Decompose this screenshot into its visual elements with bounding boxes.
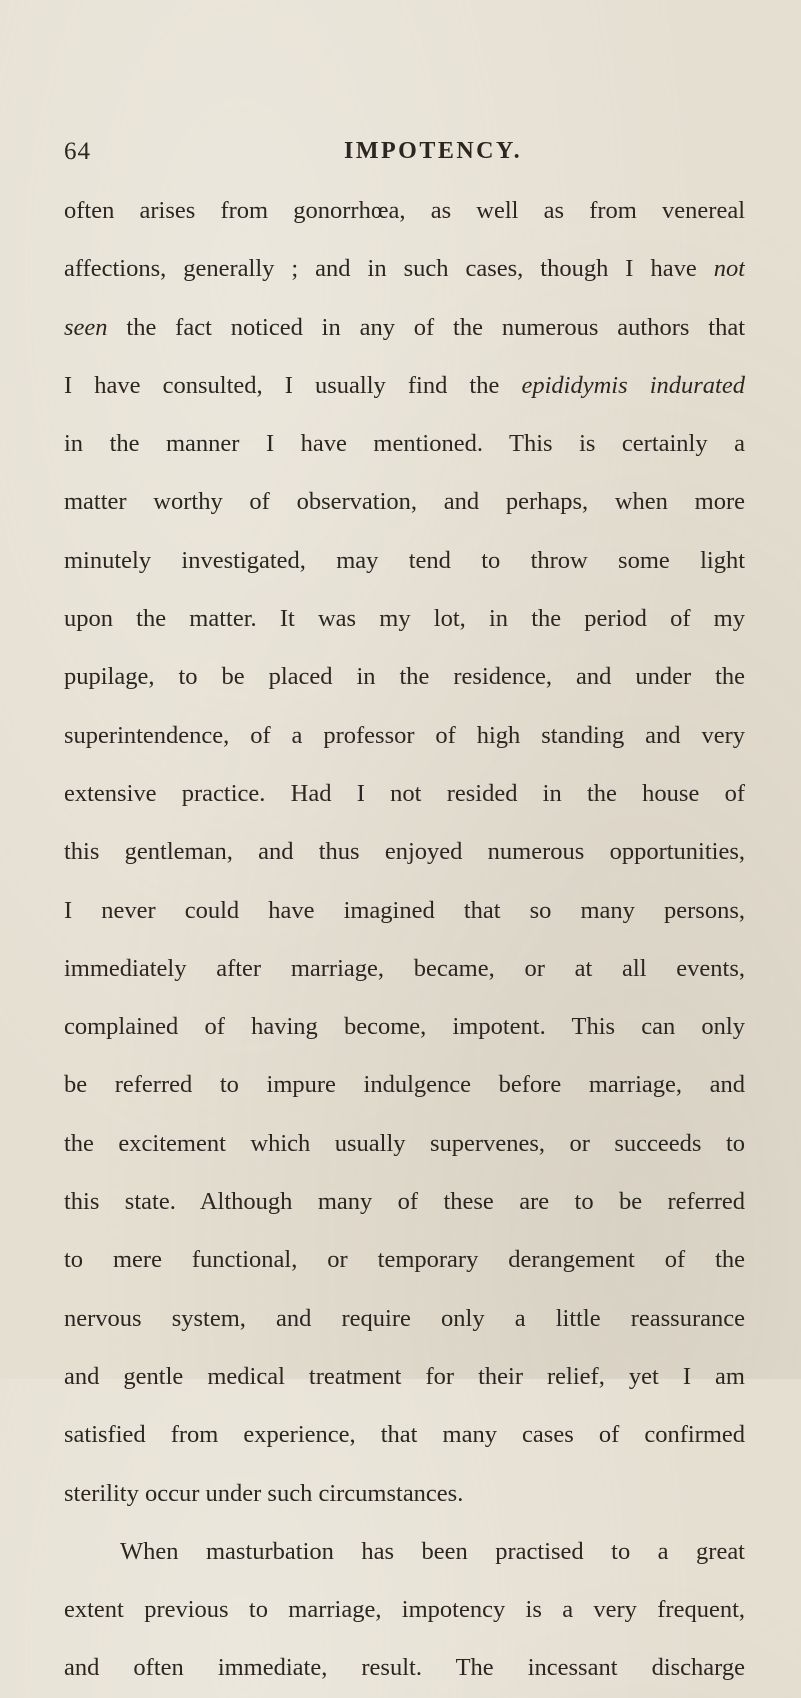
text-line: often arises from gonorrhœa, as well as from venereal — [64, 197, 745, 224]
text-line: matter worthy of observation, and perhaps, when more — [64, 488, 745, 516]
page-number: 64 — [64, 138, 91, 165]
text-line: the excitement which usually supervenes, or succeeds to — [64, 1129, 745, 1157]
running-title: IMPOTENCY. — [344, 138, 523, 164]
italic-text: epididymis indurated — [521, 371, 745, 399]
text-line: be referred to impure indulgence before marriage, and — [64, 1071, 745, 1099]
running-head — [64, 138, 744, 172]
text-line: complained of having become, impotent. This can only — [64, 1013, 745, 1041]
text-line: satisfied from experience, that many cases of confirmed — [64, 1421, 745, 1449]
text-line: upon the matter. It was my lot, in the period of my — [64, 605, 745, 633]
text-line: this state. Although many of these are to be referred — [64, 1188, 745, 1216]
italic-text: not — [713, 255, 745, 283]
text-line: I have consulted, I usually find the epididymis indurated — [64, 371, 745, 399]
italic-text: seen — [64, 313, 108, 341]
paragraph-start-line: When masturbation has been practised to a great — [120, 1537, 745, 1565]
text-line: sterility occur under such circumstances. — [64, 1479, 464, 1507]
text-line: and often immediate, result. The incessant discharge — [64, 1654, 745, 1682]
text-line: affections, generally ; and in such cases, though I have not — [64, 255, 745, 283]
text-line: extent previous to marriage, impotency is a very frequent, — [64, 1596, 745, 1624]
text-line: immediately after marriage, became, or at all events, — [64, 954, 745, 982]
text-line: extensive practice. Had I not resided in the house of — [64, 779, 745, 807]
text-line: I never could have imagined that so many persons, — [64, 896, 745, 924]
body-text — [64, 182, 745, 1698]
text-line: nervous system, and require only a little reassurance — [64, 1304, 745, 1332]
text-line: this gentleman, and thus enjoyed numerous opportunities, — [64, 838, 745, 866]
text-line: pupilage, to be placed in the residence, and under the — [64, 663, 745, 691]
text-line: in the manner I have mentioned. This is certainly a — [64, 430, 745, 458]
text-line: to mere functional, or temporary derangement of the — [64, 1246, 745, 1274]
text-line: minutely investigated, may tend to throw some light — [64, 546, 745, 574]
text-line: seen the fact noticed in any of the numerous authors that — [64, 313, 745, 341]
text-line: superintendence, of a professor of high standing and very — [64, 721, 745, 749]
text-line: and gentle medical treatment for their relief, yet I am — [64, 1362, 745, 1390]
